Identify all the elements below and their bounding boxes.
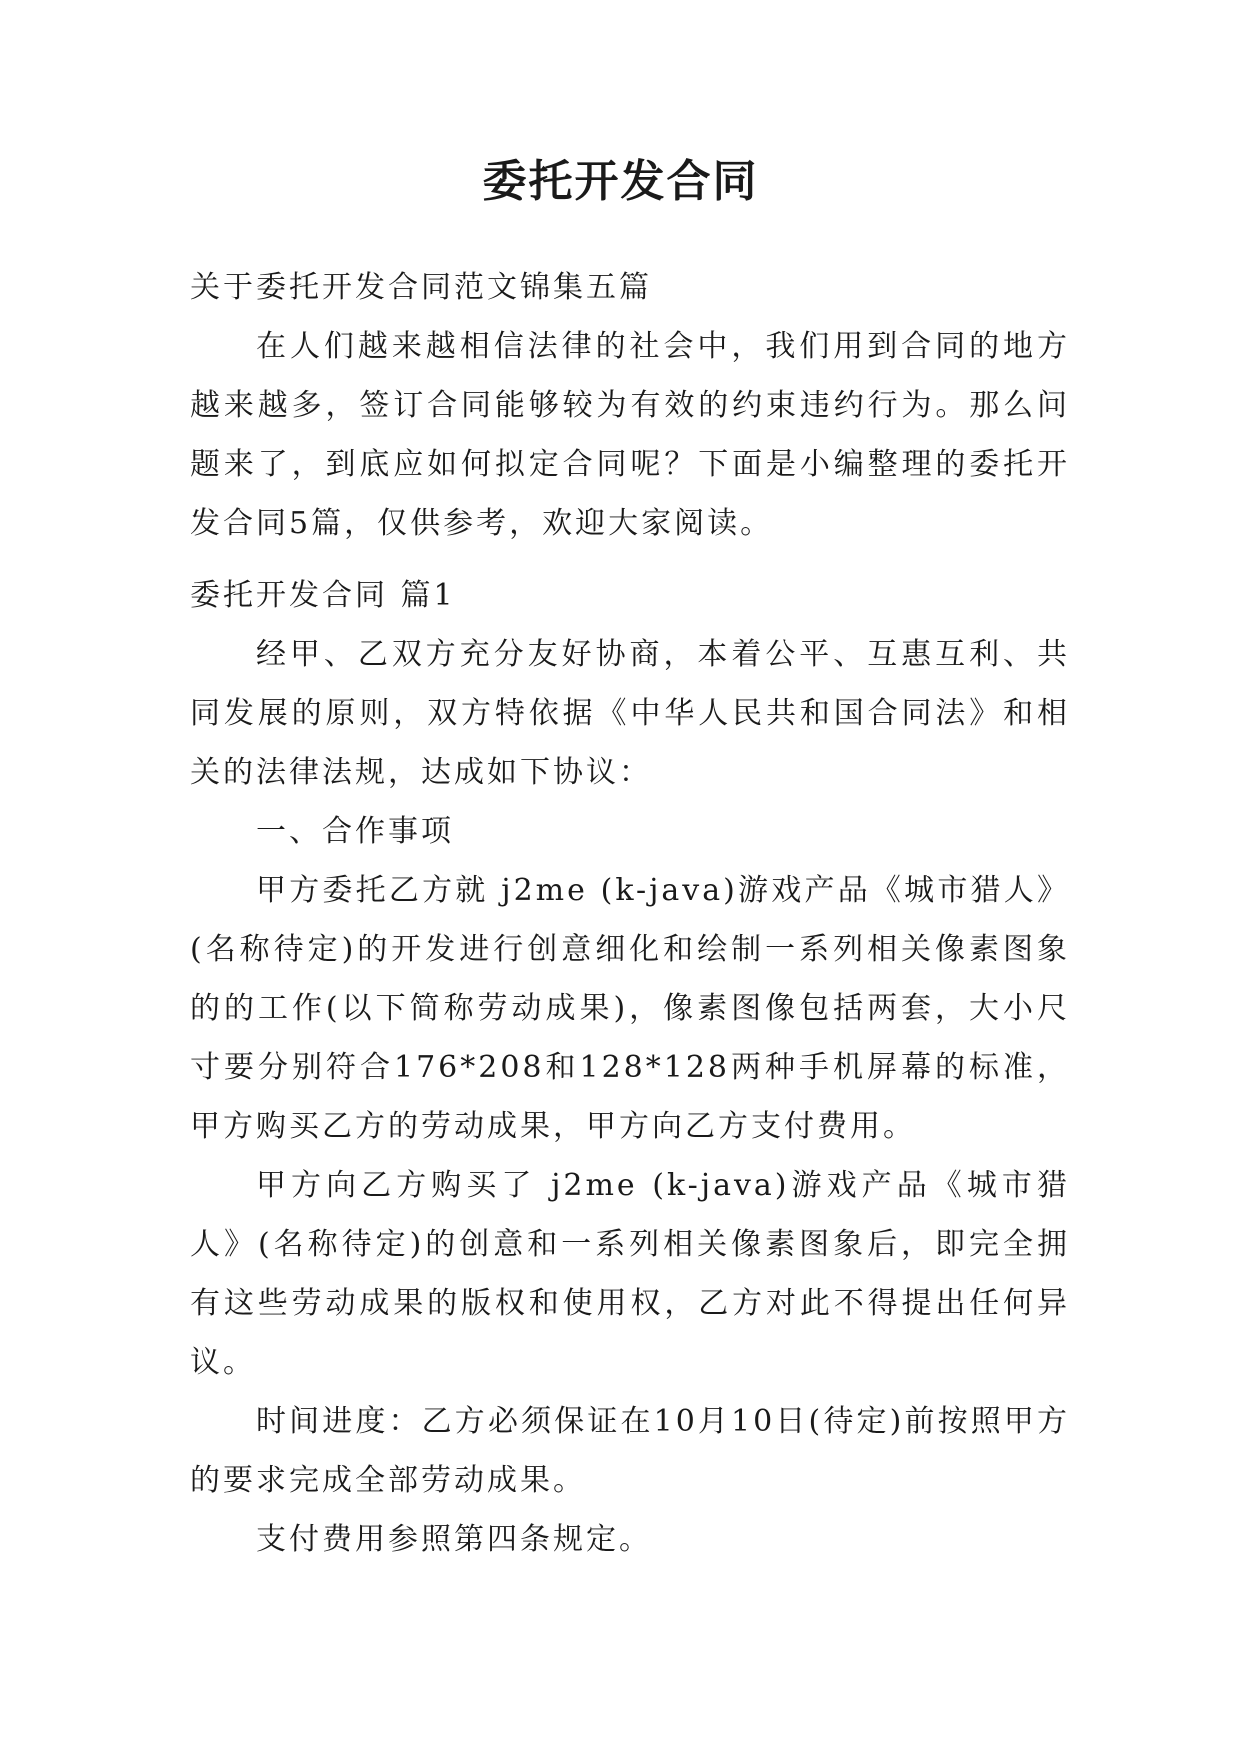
- clause-heading: 一、合作事项: [256, 814, 454, 849]
- document-title: 委托开发合同: [482, 156, 759, 207]
- paragraph: 经甲、乙双方充分友好协商，本着公平、互惠互利、共同发展的原则，双方特依据《中华人民共和国合同法》和相关的法律法规，达成如下协议：: [190, 637, 1070, 790]
- intro-block: [190, 258, 1070, 553]
- paragraph: 甲方向乙方购买了 j2me (k-java)游戏产品《城市猎人》(名称待定)的创意和一系列相关像素图象后，即完全拥有这些劳动成果的版权和使用权，乙方对此不得提出任何异议。: [190, 1168, 1070, 1380]
- section-heading: 委托开发合同 篇1: [190, 578, 456, 613]
- intro-paragraph: 在人们越来越相信法律的社会中，我们用到合同的地方越来越多，签订合同能够较为有效的约束违约行为。那么问题来了，到底应如何拟定合同呢？下面是小编整理的委托开发合同5篇，仅供参考，欢迎大家阅读。: [190, 329, 1070, 541]
- paragraph: 时间进度：乙方必须保证在10月10日(待定)前按照甲方的要求完成全部劳动成果。: [190, 1404, 1070, 1498]
- paragraph: 支付费用参照第四条规定。: [256, 1522, 652, 1557]
- document-subtitle: 关于委托开发合同范文锦集五篇: [190, 270, 652, 305]
- section-1: [190, 566, 1070, 1569]
- paragraph: 甲方委托乙方就 j2me (k-java)游戏产品《城市猎人》(名称待定)的开发进行创意细化和绘制一系列相关像素图象的的工作(以下简称劳动成果)，像素图像包括两套，大小尺寸要分别符合176*208和128*128两种手机屏幕的标准，甲方购买乙方的劳动成果，甲方向乙方支付费用。: [190, 873, 1070, 1144]
